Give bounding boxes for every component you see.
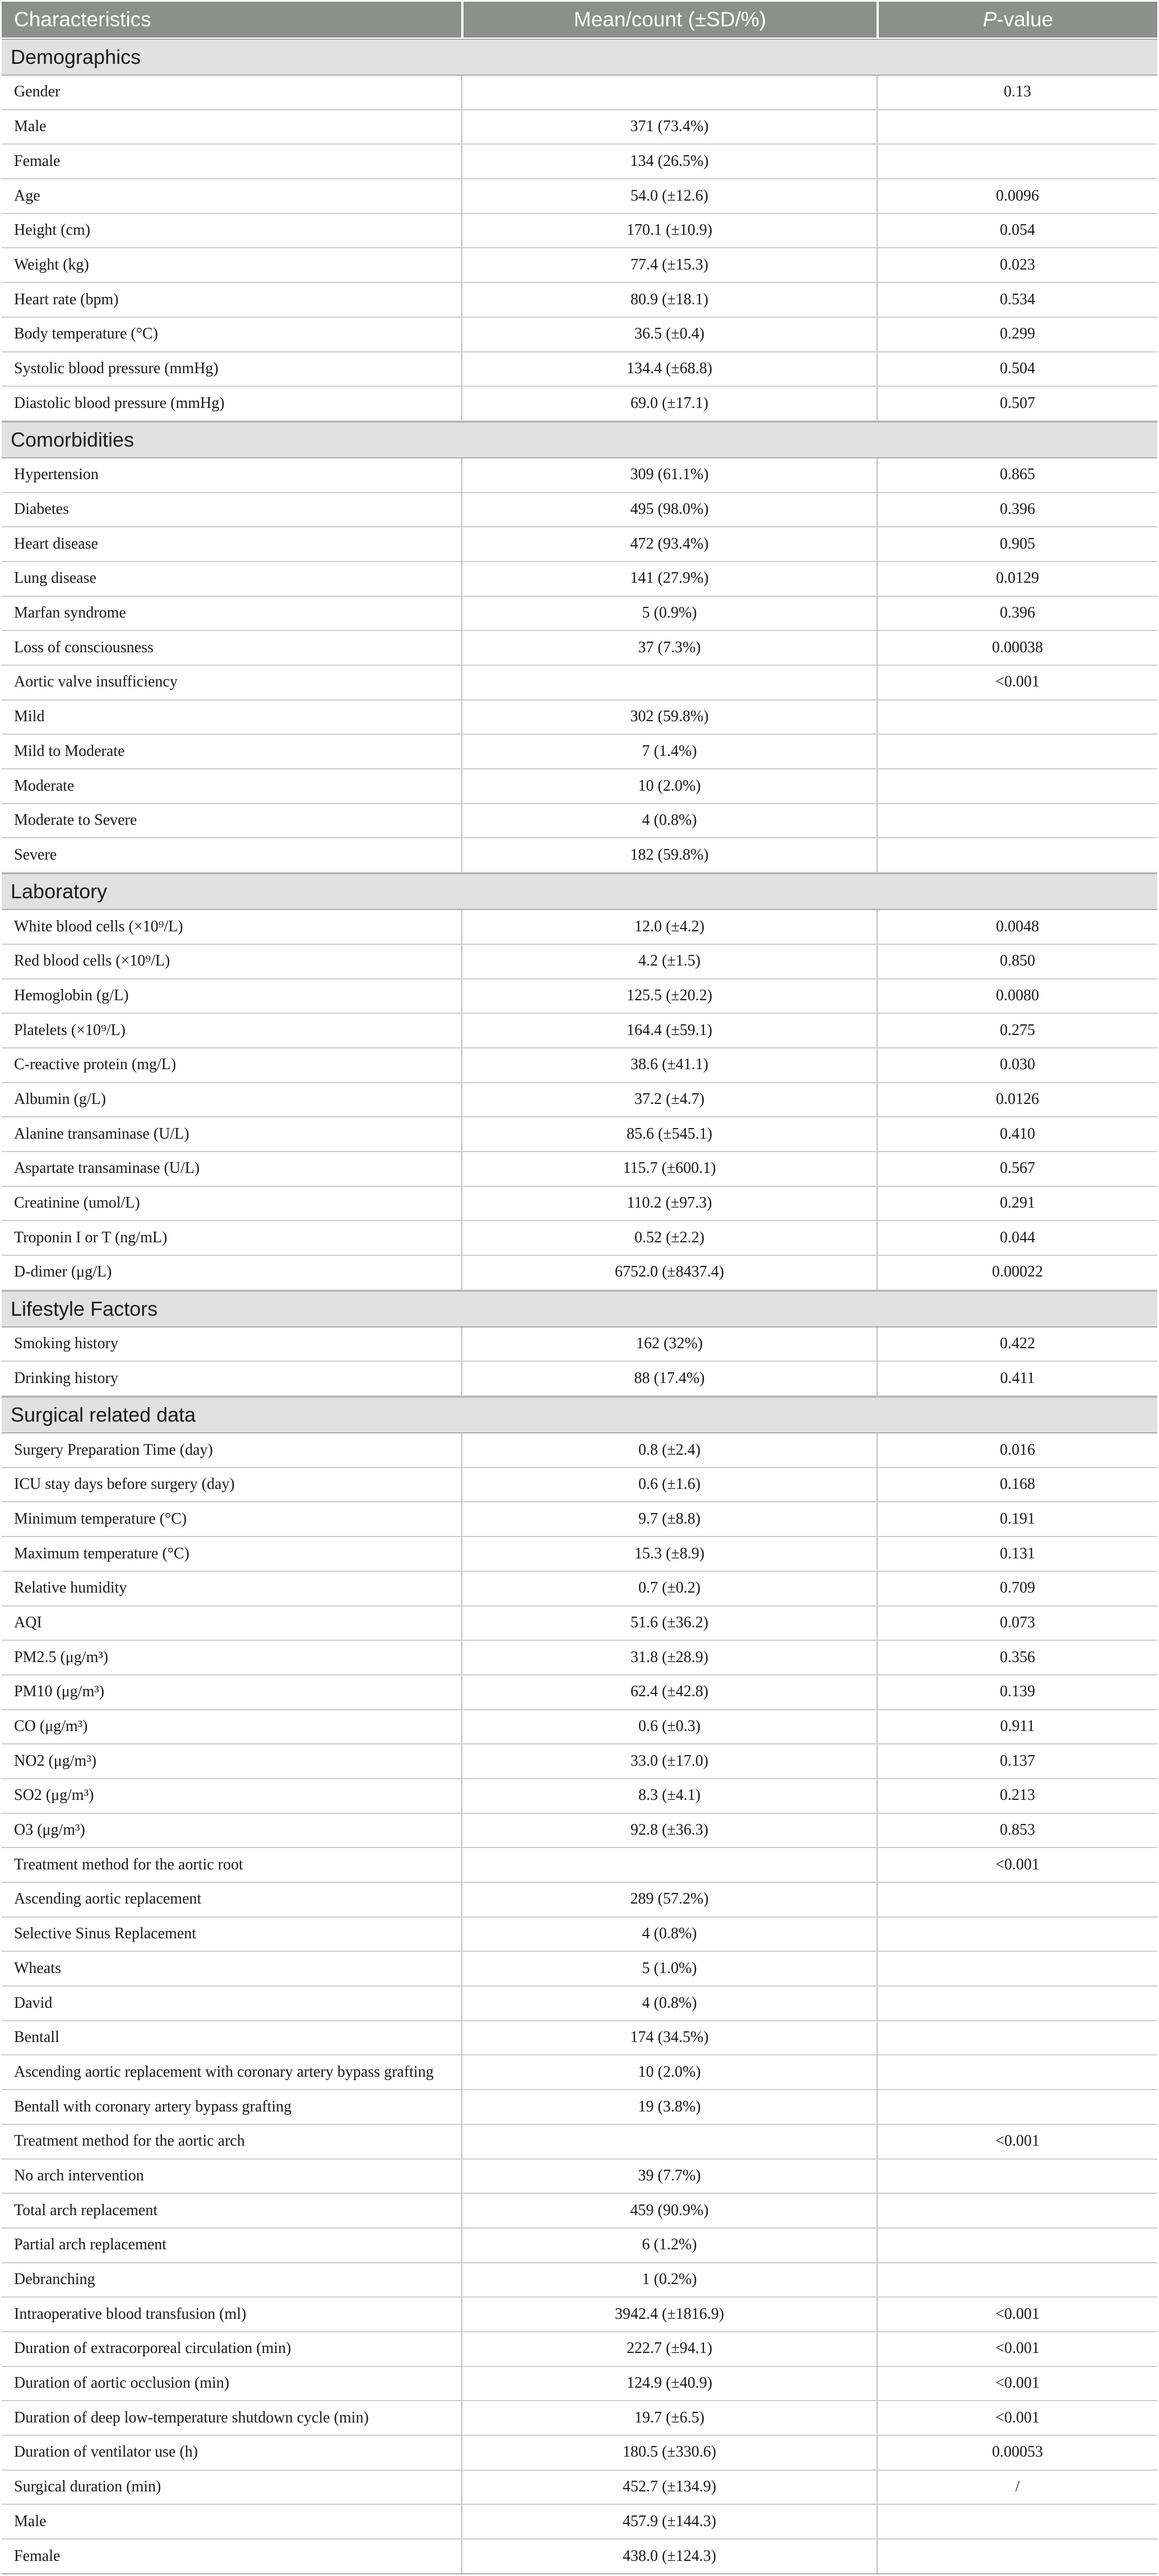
row-value: 36.5 (±0.4)	[461, 318, 877, 351]
row-label: David	[14, 1994, 53, 2012]
row-value: 7 (1.4%)	[461, 735, 877, 768]
row-pvalue: 0.299	[877, 318, 1157, 351]
row-label: Diabetes	[14, 500, 69, 518]
row-label: Lung disease	[14, 569, 96, 587]
section-title: Comorbidities	[11, 428, 135, 451]
row-pvalue: 0.905	[877, 527, 1157, 561]
row-label: Smoking history	[14, 1335, 118, 1353]
section-header	[2, 873, 1157, 910]
table-row	[2, 179, 1157, 214]
table-row	[2, 2505, 1157, 2540]
row-label: Diastolic blood pressure (mmHg)	[14, 394, 225, 412]
row-pvalue	[877, 2021, 1157, 2055]
row-label: Red blood cells (×10⁹/L)	[14, 952, 170, 970]
row-pvalue: 0.044	[877, 1221, 1157, 1255]
table-row	[2, 1675, 1157, 1710]
table-row	[2, 945, 1157, 980]
row-value: 0.52 (±2.2)	[461, 1221, 877, 1255]
table-row	[2, 910, 1157, 945]
row-value: 10 (2.0%)	[461, 769, 877, 803]
row-label: Relative humidity	[14, 1579, 127, 1597]
section-title: Lifestyle Factors	[11, 1297, 158, 1320]
row-label: PM2.5 (μg/m³)	[14, 1648, 109, 1666]
row-label: Duration of aortic occlusion (min)	[14, 2374, 230, 2392]
table-row	[2, 700, 1157, 735]
row-label: Bentall with coronary artery bypass grafting	[14, 2097, 292, 2115]
row-value: 4 (0.8%)	[461, 1986, 877, 2020]
row-label: Male	[14, 118, 47, 136]
row-pvalue	[877, 110, 1157, 144]
row-label: Severe	[14, 846, 57, 864]
row-pvalue	[877, 769, 1157, 803]
row-pvalue: 0.054	[877, 214, 1157, 248]
row-pvalue	[877, 700, 1157, 734]
table-row	[2, 1537, 1157, 1572]
row-value: 182 (59.8%)	[461, 838, 877, 872]
row-value: 438.0 (±124.3)	[461, 2540, 877, 2573]
row-label: Mild	[14, 708, 45, 726]
row-label: AQI	[14, 1613, 42, 1631]
section-header	[2, 421, 1157, 458]
row-value: 115.7 (±600.1)	[461, 1152, 877, 1186]
row-label: Mild to Moderate	[14, 742, 125, 760]
row-pvalue: 0.131	[877, 1537, 1157, 1571]
row-value: 10 (2.0%)	[461, 2055, 877, 2089]
row-value: 4 (0.8%)	[461, 804, 877, 838]
row-label: Weight (kg)	[14, 256, 89, 273]
row-value: 4.2 (±1.5)	[461, 945, 877, 978]
table-row	[2, 1607, 1157, 1641]
row-label: Height (cm)	[14, 221, 91, 239]
row-value: 80.9 (±18.1)	[461, 283, 877, 317]
row-pvalue: 0.0096	[877, 179, 1157, 213]
row-pvalue: /	[877, 2471, 1157, 2504]
table-row	[2, 2055, 1157, 2090]
row-pvalue: <0.001	[877, 2125, 1157, 2159]
row-pvalue: <0.001	[877, 2367, 1157, 2401]
row-label: SO2 (μg/m³)	[14, 1786, 94, 1804]
row-pvalue: 0.410	[877, 1117, 1157, 1151]
row-pvalue: 0.396	[877, 597, 1157, 630]
table-header-row	[2, 2, 1157, 38]
row-pvalue: 0.850	[877, 945, 1157, 978]
row-pvalue: 0.853	[877, 1814, 1157, 1848]
row-pvalue: 0.213	[877, 1779, 1157, 1813]
row-pvalue	[877, 1918, 1157, 1951]
row-label: O3 (μg/m³)	[14, 1821, 85, 1839]
row-pvalue	[877, 838, 1157, 872]
row-label: Heart disease	[14, 535, 99, 553]
row-label: Hypertension	[14, 466, 99, 484]
row-label: White blood cells (×10⁹/L)	[14, 917, 183, 935]
row-value: 472 (93.4%)	[461, 527, 877, 561]
table-row	[2, 1641, 1157, 1675]
row-pvalue	[877, 2055, 1157, 2089]
table-row	[2, 562, 1157, 597]
row-label: Aortic valve insufficiency	[14, 673, 178, 691]
row-pvalue: 0.137	[877, 1744, 1157, 1778]
row-pvalue: 0.709	[877, 1572, 1157, 1605]
table-row	[2, 1883, 1157, 1918]
row-value: 54.0 (±12.6)	[461, 179, 877, 213]
table-row	[2, 352, 1157, 387]
row-value	[461, 1848, 877, 1882]
row-pvalue: 0.0048	[877, 910, 1157, 944]
row-pvalue: 0.13	[877, 76, 1157, 109]
row-value: 452.7 (±134.9)	[461, 2471, 877, 2504]
row-value: 62.4 (±42.8)	[461, 1675, 877, 1709]
table-row	[2, 110, 1157, 145]
table-row	[2, 2090, 1157, 2125]
row-label: Duration of deep low-temperature shutdown cycle (min)	[14, 2408, 369, 2426]
row-label: Male	[14, 2512, 47, 2530]
row-value: 309 (61.1%)	[461, 458, 877, 492]
row-label: Female	[14, 152, 61, 170]
row-label: No arch intervention	[14, 2166, 144, 2184]
row-value: 170.1 (±10.9)	[461, 214, 877, 248]
table-row	[2, 2160, 1157, 2194]
row-label: Alanine transaminase (U/L)	[14, 1125, 189, 1143]
row-value: 37 (7.3%)	[461, 631, 877, 665]
row-label: C-reactive protein (mg/L)	[14, 1056, 177, 1074]
row-value: 134.4 (±68.8)	[461, 352, 877, 386]
table-row	[2, 1152, 1157, 1187]
row-pvalue: 0.911	[877, 1710, 1157, 1744]
row-value	[461, 76, 877, 109]
table-row	[2, 214, 1157, 249]
table-row	[2, 1572, 1157, 1607]
table-row	[2, 318, 1157, 352]
section-header	[2, 1396, 1157, 1433]
row-value: 222.7 (±94.1)	[461, 2332, 877, 2366]
table-row	[2, 2125, 1157, 2160]
row-pvalue: <0.001	[877, 2401, 1157, 2435]
row-value: 1 (0.2%)	[461, 2263, 877, 2297]
table-row	[2, 1048, 1157, 1083]
row-pvalue: 0.073	[877, 1607, 1157, 1640]
row-value: 0.6 (±1.6)	[461, 1468, 877, 1502]
table-row	[2, 1848, 1157, 1883]
table-row	[2, 283, 1157, 318]
row-pvalue	[877, 145, 1157, 178]
row-pvalue: 0.567	[877, 1152, 1157, 1186]
row-value	[461, 666, 877, 699]
row-label: Treatment method for the aortic root	[14, 1855, 243, 1873]
row-pvalue: 0.0129	[877, 562, 1157, 596]
row-pvalue: <0.001	[877, 666, 1157, 699]
table-row	[2, 2401, 1157, 2436]
row-pvalue: 0.275	[877, 1014, 1157, 1047]
table-row	[2, 1256, 1157, 1291]
section-title: Surgical related data	[11, 1403, 196, 1427]
table-row	[2, 2263, 1157, 2298]
table-row	[2, 804, 1157, 839]
row-pvalue	[877, 2160, 1157, 2193]
table-row	[2, 76, 1157, 110]
row-label: Ascending aortic replacement with coronary artery bypass grafting	[14, 2063, 434, 2081]
row-pvalue: 0.422	[877, 1328, 1157, 1361]
row-pvalue: 0.504	[877, 352, 1157, 386]
row-label: Total arch replacement	[14, 2201, 158, 2219]
table-row	[2, 1187, 1157, 1222]
row-value: 33.0 (±17.0)	[461, 1744, 877, 1778]
row-value: 134 (26.5%)	[461, 145, 877, 178]
row-value: 495 (98.0%)	[461, 493, 877, 527]
row-value: 3942.4 (±1816.9)	[461, 2297, 877, 2331]
table-row	[2, 2471, 1157, 2505]
row-pvalue	[877, 2540, 1157, 2573]
row-value: 0.7 (±0.2)	[461, 1572, 877, 1605]
header-pvalue-suffix: -value	[996, 8, 1054, 31]
row-label: Loss of consciousness	[14, 638, 154, 656]
row-value: 85.6 (±545.1)	[461, 1117, 877, 1151]
table-row	[2, 458, 1157, 493]
row-pvalue: 0.291	[877, 1187, 1157, 1220]
row-label: Albumin (g/L)	[14, 1090, 106, 1108]
table-row	[2, 980, 1157, 1014]
table-row	[2, 1502, 1157, 1537]
header-mean-count: Mean/count (±SD/%)	[461, 2, 877, 38]
row-pvalue	[877, 1883, 1157, 1916]
row-value: 92.8 (±36.3)	[461, 1814, 877, 1848]
table-row	[2, 1952, 1157, 1986]
row-value: 162 (32%)	[461, 1328, 877, 1361]
row-pvalue: 0.00022	[877, 1256, 1157, 1289]
row-pvalue: <0.001	[877, 2297, 1157, 2331]
row-pvalue: 0.030	[877, 1048, 1157, 1082]
row-value: 51.6 (±36.2)	[461, 1607, 877, 1640]
table-row	[2, 666, 1157, 700]
row-pvalue: 0.0126	[877, 1083, 1157, 1117]
row-value: 141 (27.9%)	[461, 562, 877, 596]
row-label: Wheats	[14, 1959, 61, 1977]
table-row	[2, 1779, 1157, 1814]
row-pvalue: 0.865	[877, 458, 1157, 492]
table-row	[2, 248, 1157, 283]
row-label: Minimum temperature (°C)	[14, 1510, 187, 1528]
row-pvalue: 0.023	[877, 248, 1157, 282]
row-label: Moderate	[14, 777, 75, 795]
row-label: Treatment method for the aortic arch	[14, 2132, 245, 2150]
row-value: 31.8 (±28.9)	[461, 1641, 877, 1674]
row-pvalue: 0.00053	[877, 2436, 1157, 2470]
row-label: Heart rate (bpm)	[14, 290, 119, 308]
row-label: Hemoglobin (g/L)	[14, 986, 129, 1004]
row-value	[461, 2125, 877, 2159]
row-value: 12.0 (±4.2)	[461, 910, 877, 944]
row-value: 5 (0.9%)	[461, 597, 877, 630]
row-label: NO2 (μg/m³)	[14, 1752, 97, 1770]
row-label: Drinking history	[14, 1369, 118, 1387]
row-value: 15.3 (±8.9)	[461, 1537, 877, 1571]
row-label: Body temperature (°C)	[14, 325, 158, 343]
row-label: Bentall	[14, 2029, 59, 2046]
row-value: 110.2 (±97.3)	[461, 1187, 877, 1220]
row-label: Creatinine (umol/L)	[14, 1194, 140, 1212]
row-label: ICU stay days before surgery (day)	[14, 1475, 235, 1493]
table-row	[2, 387, 1157, 421]
table-row	[2, 1744, 1157, 1779]
row-value: 77.4 (±15.3)	[461, 248, 877, 282]
row-value: 0.8 (±2.4)	[461, 1433, 877, 1467]
row-value: 5 (1.0%)	[461, 1952, 877, 1985]
table-row	[2, 1433, 1157, 1468]
row-label: Ascending aortic replacement	[14, 1890, 202, 1908]
table-row	[2, 145, 1157, 179]
table-row	[2, 1117, 1157, 1152]
header-pvalue-p: P	[982, 8, 997, 31]
row-label: D-dimer (μg/L)	[14, 1263, 112, 1281]
row-label: Duration of ventilator use (h)	[14, 2443, 198, 2461]
row-pvalue	[877, 2090, 1157, 2124]
row-pvalue: <0.001	[877, 2332, 1157, 2366]
row-value: 69.0 (±17.1)	[461, 387, 877, 420]
row-value: 459 (90.9%)	[461, 2194, 877, 2227]
row-pvalue: 0.139	[877, 1675, 1157, 1709]
row-label: Surgery Preparation Time (day)	[14, 1441, 213, 1459]
row-pvalue: 0.507	[877, 387, 1157, 420]
row-pvalue	[877, 2194, 1157, 2227]
row-value: 39 (7.7%)	[461, 2160, 877, 2193]
row-pvalue: 0.356	[877, 1641, 1157, 1674]
row-pvalue: 0.0080	[877, 980, 1157, 1013]
row-pvalue	[877, 735, 1157, 768]
table-row	[2, 1328, 1157, 1362]
row-label: Debranching	[14, 2271, 95, 2288]
header-pvalue	[877, 2, 1157, 38]
table-row	[2, 597, 1157, 632]
table-row	[2, 2194, 1157, 2229]
table-row	[2, 2367, 1157, 2402]
table-row	[2, 838, 1157, 873]
section-header	[2, 1291, 1157, 1328]
row-label: Age	[14, 187, 40, 205]
row-label: Aspartate transaminase (U/L)	[14, 1159, 200, 1177]
row-value: 6 (1.2%)	[461, 2229, 877, 2262]
section-header	[2, 39, 1157, 76]
row-pvalue	[877, 1986, 1157, 2020]
table-row	[2, 2021, 1157, 2056]
row-value: 88 (17.4%)	[461, 1362, 877, 1395]
table-row	[2, 2297, 1157, 2332]
row-pvalue	[877, 804, 1157, 838]
row-label: Marfan syndrome	[14, 604, 126, 622]
row-value: 4 (0.8%)	[461, 1918, 877, 1951]
row-value: 19 (3.8%)	[461, 2090, 877, 2124]
table-row	[2, 527, 1157, 562]
row-pvalue: 0.534	[877, 283, 1157, 317]
row-value: 125.5 (±20.2)	[461, 980, 877, 1013]
table-row	[2, 2540, 1157, 2574]
row-label: Troponin I or T (ng/mL)	[14, 1228, 168, 1246]
table-row	[2, 2332, 1157, 2367]
row-value: 457.9 (±144.3)	[461, 2505, 877, 2538]
section-title: Laboratory	[11, 880, 108, 903]
table-row	[2, 1083, 1157, 1118]
row-label: Selective Sinus Replacement	[14, 1925, 197, 1943]
table-row	[2, 1468, 1157, 1503]
table-row	[2, 1918, 1157, 1952]
row-pvalue	[877, 1952, 1157, 1985]
table-row	[2, 1710, 1157, 1745]
row-label: CO (μg/m³)	[14, 1718, 88, 1735]
row-pvalue: <0.001	[877, 1848, 1157, 1882]
row-value: 37.2 (±4.7)	[461, 1083, 877, 1117]
row-label: Systolic blood pressure (mmHg)	[14, 359, 219, 377]
row-value: 124.9 (±40.9)	[461, 2367, 877, 2401]
row-pvalue: 0.168	[877, 1468, 1157, 1502]
row-label: Platelets (×10⁹/L)	[14, 1021, 126, 1039]
table-row	[2, 1362, 1157, 1396]
row-label: Surgical duration (min)	[14, 2478, 161, 2496]
table-row	[2, 493, 1157, 528]
table-row	[2, 1014, 1157, 1048]
table-row	[2, 1986, 1157, 2021]
row-label: Maximum temperature (°C)	[14, 1544, 189, 1562]
table-body	[2, 39, 1157, 2574]
row-label: Moderate to Severe	[14, 811, 137, 829]
row-pvalue: 0.016	[877, 1433, 1157, 1467]
table-row	[2, 2229, 1157, 2263]
row-label: Intraoperative blood transfusion (ml)	[14, 2305, 247, 2323]
row-value: 9.7 (±8.8)	[461, 1502, 877, 1536]
row-value: 6752.0 (±8437.4)	[461, 1256, 877, 1289]
row-pvalue	[877, 2263, 1157, 2297]
row-value: 302 (59.8%)	[461, 700, 877, 734]
table-row	[2, 2436, 1157, 2471]
row-label: Partial arch replacement	[14, 2236, 167, 2254]
row-pvalue	[877, 2505, 1157, 2538]
row-label: Female	[14, 2547, 61, 2565]
table-row	[2, 735, 1157, 769]
row-value: 371 (73.4%)	[461, 110, 877, 144]
row-value: 0.6 (±0.3)	[461, 1710, 877, 1744]
row-pvalue	[877, 2229, 1157, 2262]
section-title: Demographics	[11, 45, 141, 68]
table-row	[2, 769, 1157, 804]
row-value: 174 (34.5%)	[461, 2021, 877, 2055]
row-pvalue: 0.396	[877, 493, 1157, 527]
row-value: 289 (57.2%)	[461, 1883, 877, 1916]
table-row	[2, 1814, 1157, 1849]
row-value: 180.5 (±330.6)	[461, 2436, 877, 2470]
row-value: 38.6 (±41.1)	[461, 1048, 877, 1082]
row-label: Gender	[14, 83, 61, 101]
row-label: Duration of extracorporeal circulation (min)	[14, 2340, 291, 2357]
table-row	[2, 1221, 1157, 1256]
row-pvalue: 0.411	[877, 1362, 1157, 1395]
row-label: PM10 (μg/m³)	[14, 1683, 105, 1701]
table-row	[2, 631, 1157, 666]
row-pvalue: 0.00038	[877, 631, 1157, 665]
row-pvalue: 0.191	[877, 1502, 1157, 1536]
header-characteristics: Characteristics	[14, 8, 151, 31]
row-value: 8.3 (±4.1)	[461, 1779, 877, 1813]
row-value: 19.7 (±6.5)	[461, 2401, 877, 2435]
row-value: 164.4 (±59.1)	[461, 1014, 877, 1047]
